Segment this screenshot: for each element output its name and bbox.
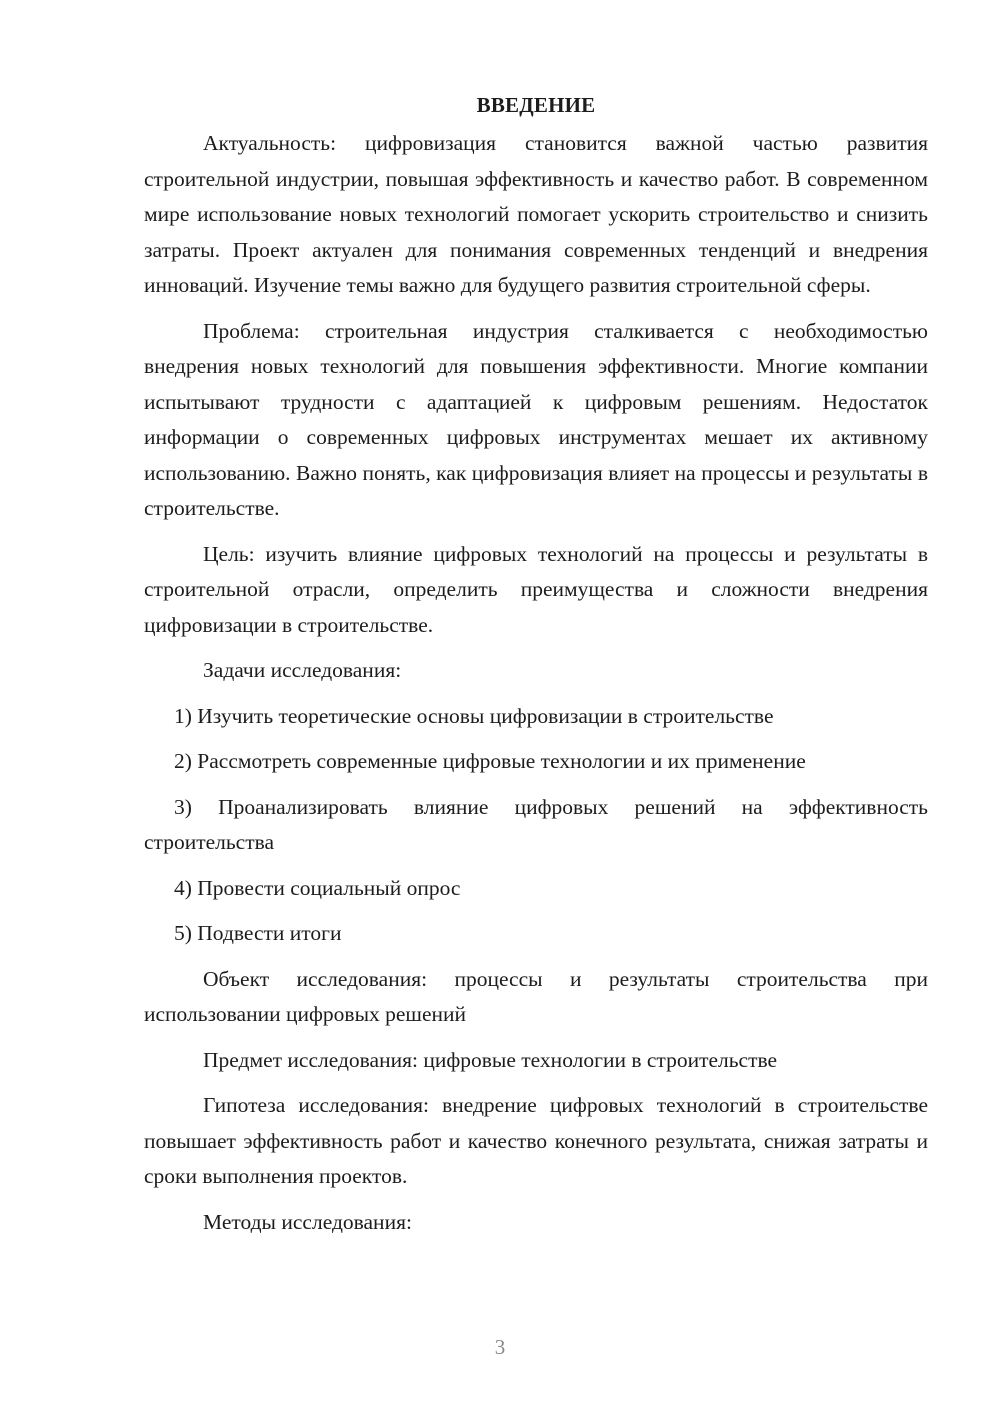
tasks-heading: Задачи исследования: [203,658,402,682]
page-number: 3 [494,1335,506,1359]
task-item-3: 3) Проанализировать влияние цифровых решений на эффективность строительства [144,794,928,854]
paragraph-relevance: Актуальность: цифровизация становится важной частью развития строительной индустрии, повышая эффективность и качество работ. В современном мире использование новых технологий помогает ускорить строительство и снизить затраты. Проект актуален для понимания современных тенденций и внедрения инноваций. Изучение темы важно для будущего развития строительной сферы. [144,131,928,297]
page-title: ВВЕДЕНИЕ [476,93,596,117]
task-item-2: 2) Рассмотреть современные цифровые технологии и их применение [174,749,806,773]
task-item-1: 1) Изучить теоретические основы цифровизации в строительстве [174,703,774,728]
task-item-4: 4) Провести социальный опрос [174,875,461,900]
methods-heading: Методы исследования: [203,1209,412,1234]
paragraph-goal: Цель: изучить влияние цифровых технологий на процессы и результаты в строительной отрасли, определить преимущества и сложности внедрения цифровизации в строительстве. [144,541,928,637]
task-item-5: 5) Подвести итоги [174,921,342,945]
paragraph-subject: Предмет исследования: цифровые технологии в строительстве [203,1047,778,1072]
paragraph-hypothesis: Гипотеза исследования: внедрение цифровых технологий в строительстве повышает эффективность работ и качество конечного результата, снижая затраты и сроки выполнения проектов. [144,1093,928,1188]
tasks-list [144,699,928,952]
paragraph-object: Объект исследования: процессы и результаты строительства при использовании цифровых решений [144,966,928,1026]
document-page [144,90,928,1250]
paragraph-problem: Проблема: строительная индустрия сталкивается с необходимостью внедрения новых технологий для повышения эффективности. Многие компании испытывают трудности с адаптацией к цифровым решениям. Недостаток информации о современных цифровых инструментах мешает их активному использованию. Важно понять, как цифровизация влияет на процессы и результаты в строительстве. [144,318,928,520]
